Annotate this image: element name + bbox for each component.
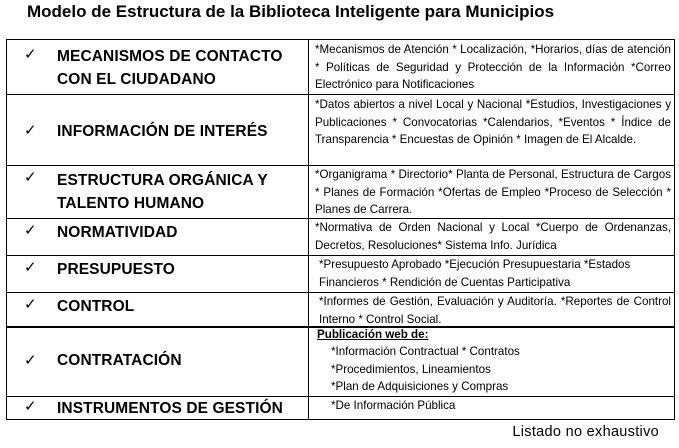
row-category: INSTRUMENTOS DE GESTIÓN <box>57 400 283 417</box>
row-description-heading: Publicación web de: <box>317 328 429 341</box>
row-category: MECANISMOS DE CONTACTO CON EL CIUDADANO <box>57 48 283 88</box>
row-description: *Información Contractual * Contratos *Procedimientos, Lineamientos *Plan de Adquisiciones y Compras <box>331 345 520 393</box>
check-icon: ✓ <box>24 352 37 369</box>
check-icon: ✓ <box>24 46 37 63</box>
row-category: INFORMACIÓN DE INTERÉS <box>57 123 268 140</box>
row-description: *Mecanismos de Atención * Localización, *Horarios, días de atención * Políticas de Seguridad y Protección de la Información *Correo Electrónico para Notificaciones <box>315 43 671 91</box>
table-row <box>7 219 674 256</box>
check-icon: ✓ <box>24 296 37 313</box>
column-divider <box>308 40 309 419</box>
table-row <box>7 328 674 397</box>
table-row <box>7 293 674 328</box>
footer-note: Listado no exhaustivo <box>512 424 659 440</box>
row-category: ESTRUCTURA ORGÁNICA Y TALENTO HUMANO <box>57 172 268 212</box>
table-row <box>7 40 674 95</box>
check-icon: ✓ <box>24 169 37 186</box>
row-description: *De Información Pública <box>331 399 456 412</box>
row-category: PRESUPUESTO <box>57 261 175 278</box>
row-category: CONTRATACIÓN <box>57 352 182 369</box>
check-icon: ✓ <box>24 259 37 276</box>
check-icon: ✓ <box>24 222 37 239</box>
row-description: *Datos abiertos a nivel Local y Nacional *Estudios, Investigaciones y Publicaciones * Convocatorias *Calendarios, *Eventos * Índice de Transparencia * Encuestas de Opinión * Imagen de El Alcalde. <box>315 98 671 146</box>
check-icon: ✓ <box>24 122 37 139</box>
table-row <box>7 397 674 421</box>
table-row <box>7 95 674 166</box>
row-category: CONTROL <box>57 298 135 315</box>
table-row <box>7 256 674 293</box>
row-description: *Organigrama * Directorio* Planta de Personal, Estructura de Cargos * Planes de Formación *Ofertas de Empleo *Proceso de Selección * Planes de Carrera. <box>315 168 671 216</box>
check-icon: ✓ <box>24 398 37 415</box>
row-description: *Presupuesto Aprobado *Ejecución Presupuestaria *Estados Financieros * Rendición de Cuentas Participativa <box>319 258 631 289</box>
structure-table <box>6 39 675 420</box>
row-description: *Normativa de Orden Nacional y Local *Cuerpo de Ordenanzas, Decretos, Resoluciones* Sistema Info. Jurídica <box>315 221 671 252</box>
row-category: NORMATIVIDAD <box>57 224 178 241</box>
table-row <box>7 166 674 219</box>
row-description: *Informes de Gestión, Evaluación y Auditoría. *Reportes de Control Interno * Control Social. <box>319 295 671 326</box>
page-title: Modelo de Estructura de la Biblioteca Inteligente para Municipios <box>27 2 555 21</box>
